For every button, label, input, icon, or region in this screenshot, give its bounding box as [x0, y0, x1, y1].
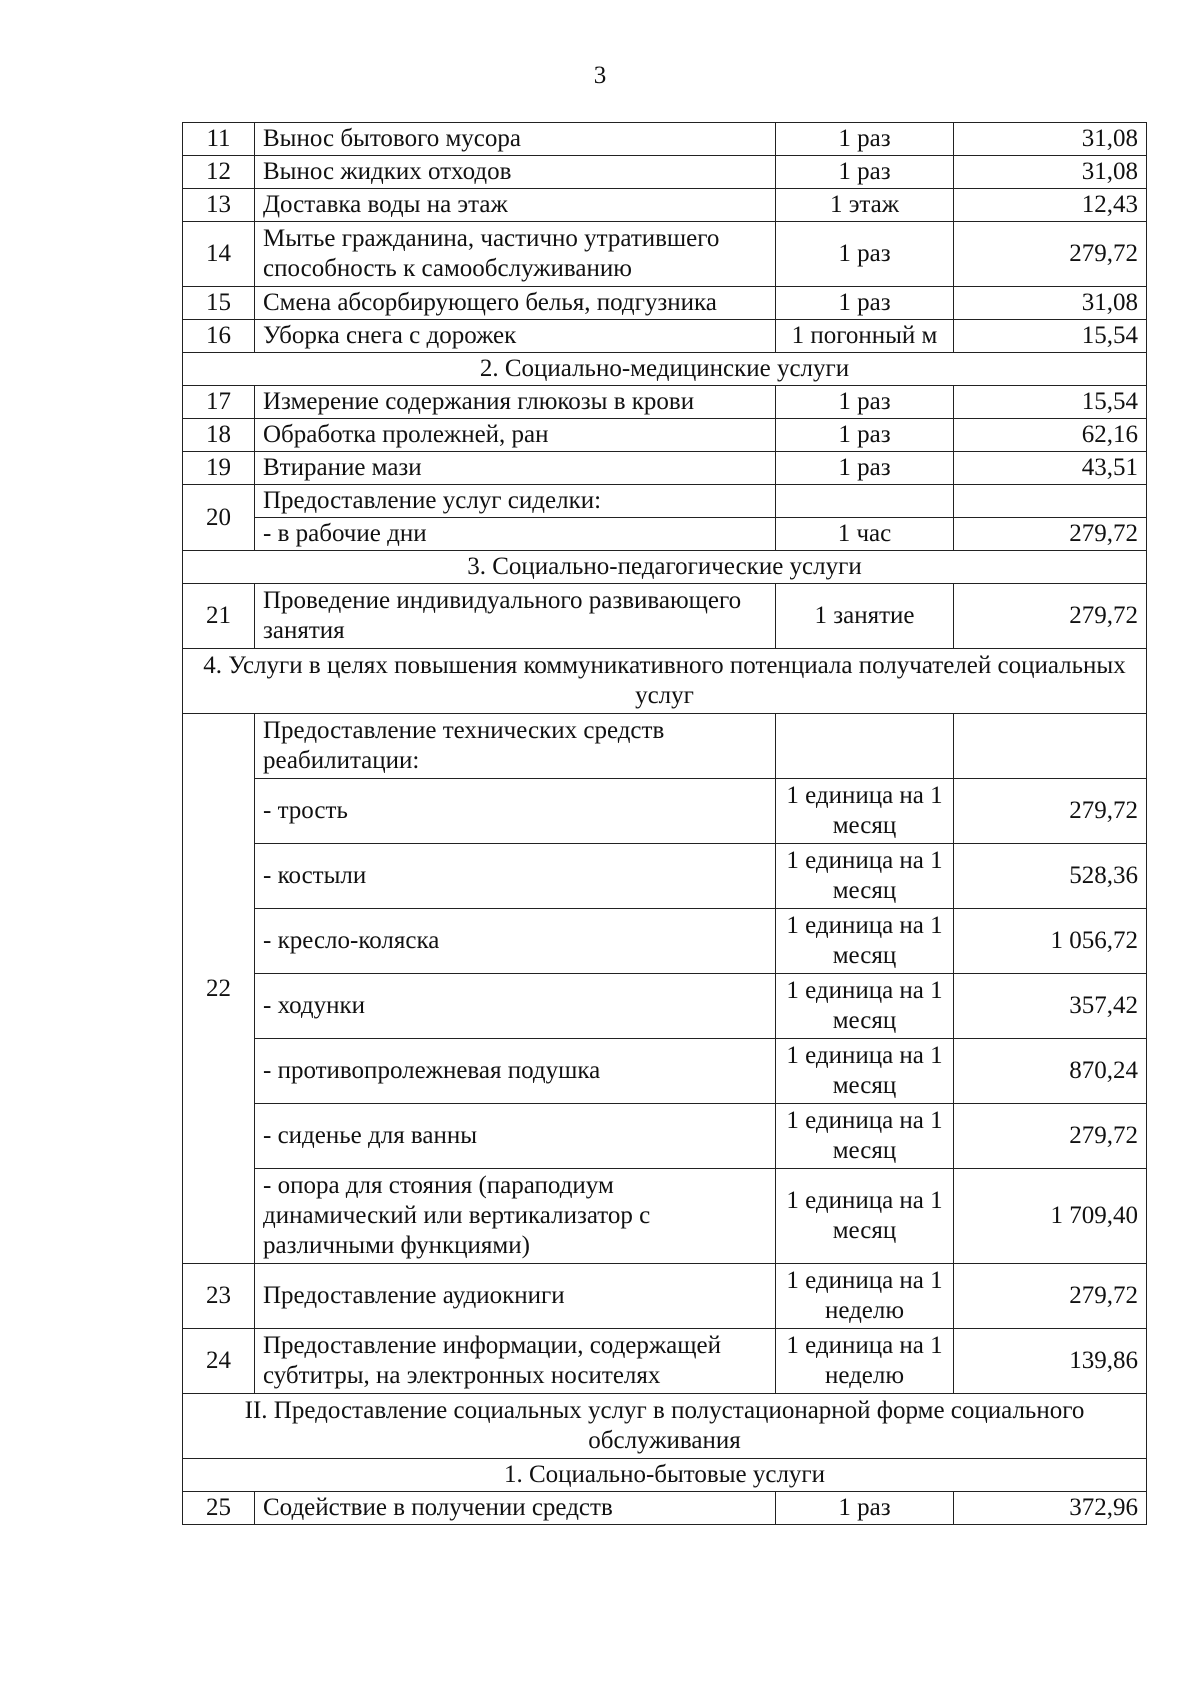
- section-row: [183, 353, 1147, 386]
- table-row: [183, 485, 1147, 518]
- subitem-unit: 1 единица на 1 месяц: [776, 1104, 954, 1169]
- section-row: [183, 649, 1147, 714]
- row-number: 15: [183, 287, 255, 320]
- service-unit: 1 единица на 1 неделю: [776, 1329, 954, 1394]
- service-price: 372,96: [954, 1492, 1147, 1525]
- row-number: 11: [183, 123, 255, 156]
- subitem-name: - противопролежневая подушка: [255, 1039, 776, 1104]
- service-price: 15,54: [954, 386, 1147, 419]
- service-name: Предоставление услуг сиделки:: [255, 485, 776, 518]
- subitem-name: - в рабочие дни: [255, 518, 776, 551]
- service-name: Предоставление аудиокниги: [255, 1264, 776, 1329]
- service-name: Доставка воды на этаж: [255, 189, 776, 222]
- table-row: [183, 584, 1147, 649]
- row-number: 19: [183, 452, 255, 485]
- subitem-unit: 1 единица на 1 месяц: [776, 909, 954, 974]
- service-price: 31,08: [954, 287, 1147, 320]
- sub-row: [183, 779, 1147, 844]
- service-unit: 1 раз: [776, 287, 954, 320]
- table-row: [183, 222, 1147, 287]
- subitem-price: 528,36: [954, 844, 1147, 909]
- row-number: 25: [183, 1492, 255, 1525]
- table-row: [183, 1492, 1147, 1525]
- service-name: Измерение содержания глюкозы в крови: [255, 386, 776, 419]
- row-number: 23: [183, 1264, 255, 1329]
- service-price: 279,72: [954, 584, 1147, 649]
- sub-row: [183, 518, 1147, 551]
- table-row: [183, 189, 1147, 222]
- service-name: Втирание мази: [255, 452, 776, 485]
- service-price: 62,16: [954, 419, 1147, 452]
- service-price: 279,72: [954, 222, 1147, 287]
- service-price: 279,72: [954, 1264, 1147, 1329]
- service-unit: 1 раз: [776, 419, 954, 452]
- section-row: [183, 1394, 1147, 1459]
- row-number: 20: [183, 485, 255, 551]
- sub-row: [183, 844, 1147, 909]
- subitem-unit: 1 единица на 1 месяц: [776, 1169, 954, 1264]
- service-price: 12,43: [954, 189, 1147, 222]
- service-unit: 1 этаж: [776, 189, 954, 222]
- table-row: [183, 1264, 1147, 1329]
- section-title: II. Предоставление социальных услуг в полустационарной форме социального обслуживания: [183, 1394, 1147, 1459]
- subitem-price: 1 056,72: [954, 909, 1147, 974]
- table-row: [183, 320, 1147, 353]
- service-name: Вынос бытового мусора: [255, 123, 776, 156]
- section-title: 2. Социально-медицинские услуги: [183, 353, 1147, 386]
- service-unit: 1 раз: [776, 222, 954, 287]
- row-number: 17: [183, 386, 255, 419]
- row-number: 22: [183, 714, 255, 1264]
- row-number: 16: [183, 320, 255, 353]
- table-row: [183, 1329, 1147, 1394]
- table-row: [183, 156, 1147, 189]
- subitem-unit: 1 единица на 1 месяц: [776, 1039, 954, 1104]
- subitem-unit: 1 единица на 1 месяц: [776, 779, 954, 844]
- service-unit: [776, 714, 954, 779]
- service-price: [954, 714, 1147, 779]
- table-row: [183, 714, 1147, 779]
- subitem-name: - опора для стояния (параподиум динамический или вертикализатор с различными функциями): [255, 1169, 776, 1264]
- service-name: Вынос жидких отходов: [255, 156, 776, 189]
- service-price: [954, 485, 1147, 518]
- row-number: 21: [183, 584, 255, 649]
- subitem-unit: 1 единица на 1 месяц: [776, 844, 954, 909]
- subitem-price: 357,42: [954, 974, 1147, 1039]
- subitem-name: - ходунки: [255, 974, 776, 1039]
- table-row: [183, 452, 1147, 485]
- service-unit: 1 занятие: [776, 584, 954, 649]
- table-row: [183, 419, 1147, 452]
- table-row: [183, 123, 1147, 156]
- sub-row: [183, 1104, 1147, 1169]
- service-name: Обработка пролежней, ран: [255, 419, 776, 452]
- service-name: Уборка снега с дорожек: [255, 320, 776, 353]
- subitem-price: 279,72: [954, 518, 1147, 551]
- service-price: 31,08: [954, 156, 1147, 189]
- subitem-name: - трость: [255, 779, 776, 844]
- subitem-unit: 1 единица на 1 месяц: [776, 974, 954, 1039]
- sub-row: [183, 909, 1147, 974]
- row-number: 13: [183, 189, 255, 222]
- row-number: 12: [183, 156, 255, 189]
- service-unit: 1 погонный м: [776, 320, 954, 353]
- service-price: 43,51: [954, 452, 1147, 485]
- service-unit: 1 раз: [776, 1492, 954, 1525]
- table-row: [183, 386, 1147, 419]
- service-price: 31,08: [954, 123, 1147, 156]
- service-unit: 1 раз: [776, 452, 954, 485]
- service-name: Мытье гражданина, частично утратившего способность к самообслуживанию: [255, 222, 776, 287]
- service-name: Проведение индивидуального развивающего занятия: [255, 584, 776, 649]
- row-number: 14: [183, 222, 255, 287]
- page-number: 3: [593, 62, 607, 89]
- service-name: Содействие в получении средств: [255, 1492, 776, 1525]
- sub-row: [183, 974, 1147, 1039]
- subitem-price: 279,72: [954, 779, 1147, 844]
- subitem-name: - костыли: [255, 844, 776, 909]
- service-price: 139,86: [954, 1329, 1147, 1394]
- section-row: [183, 1459, 1147, 1492]
- service-unit: 1 раз: [776, 123, 954, 156]
- service-name: Смена абсорбирующего белья, подгузника: [255, 287, 776, 320]
- service-unit: 1 раз: [776, 386, 954, 419]
- service-unit: 1 раз: [776, 156, 954, 189]
- subitem-price: 279,72: [954, 1104, 1147, 1169]
- service-unit: 1 единица на 1 неделю: [776, 1264, 954, 1329]
- section-title: 4. Услуги в целях повышения коммуникативного потенциала получателей социальных услуг: [183, 649, 1147, 714]
- sub-row: [183, 1039, 1147, 1104]
- row-number: 24: [183, 1329, 255, 1394]
- subitem-price: 1 709,40: [954, 1169, 1147, 1264]
- service-name: Предоставление технических средств реабилитации:: [255, 714, 776, 779]
- subitem-name: - сиденье для ванны: [255, 1104, 776, 1169]
- table-row: [183, 287, 1147, 320]
- service-unit: [776, 485, 954, 518]
- section-row: [183, 551, 1147, 584]
- section-title: 3. Социально-педагогические услуги: [183, 551, 1147, 584]
- section-title: 1. Социально-бытовые услуги: [183, 1459, 1147, 1492]
- services-price-table: [182, 122, 1147, 1525]
- service-price: 15,54: [954, 320, 1147, 353]
- sub-row: [183, 1169, 1147, 1264]
- subitem-name: - кресло-коляска: [255, 909, 776, 974]
- subitem-unit: 1 час: [776, 518, 954, 551]
- subitem-price: 870,24: [954, 1039, 1147, 1104]
- service-name: Предоставление информации, содержащей субтитры, на электронных носителях: [255, 1329, 776, 1394]
- row-number: 18: [183, 419, 255, 452]
